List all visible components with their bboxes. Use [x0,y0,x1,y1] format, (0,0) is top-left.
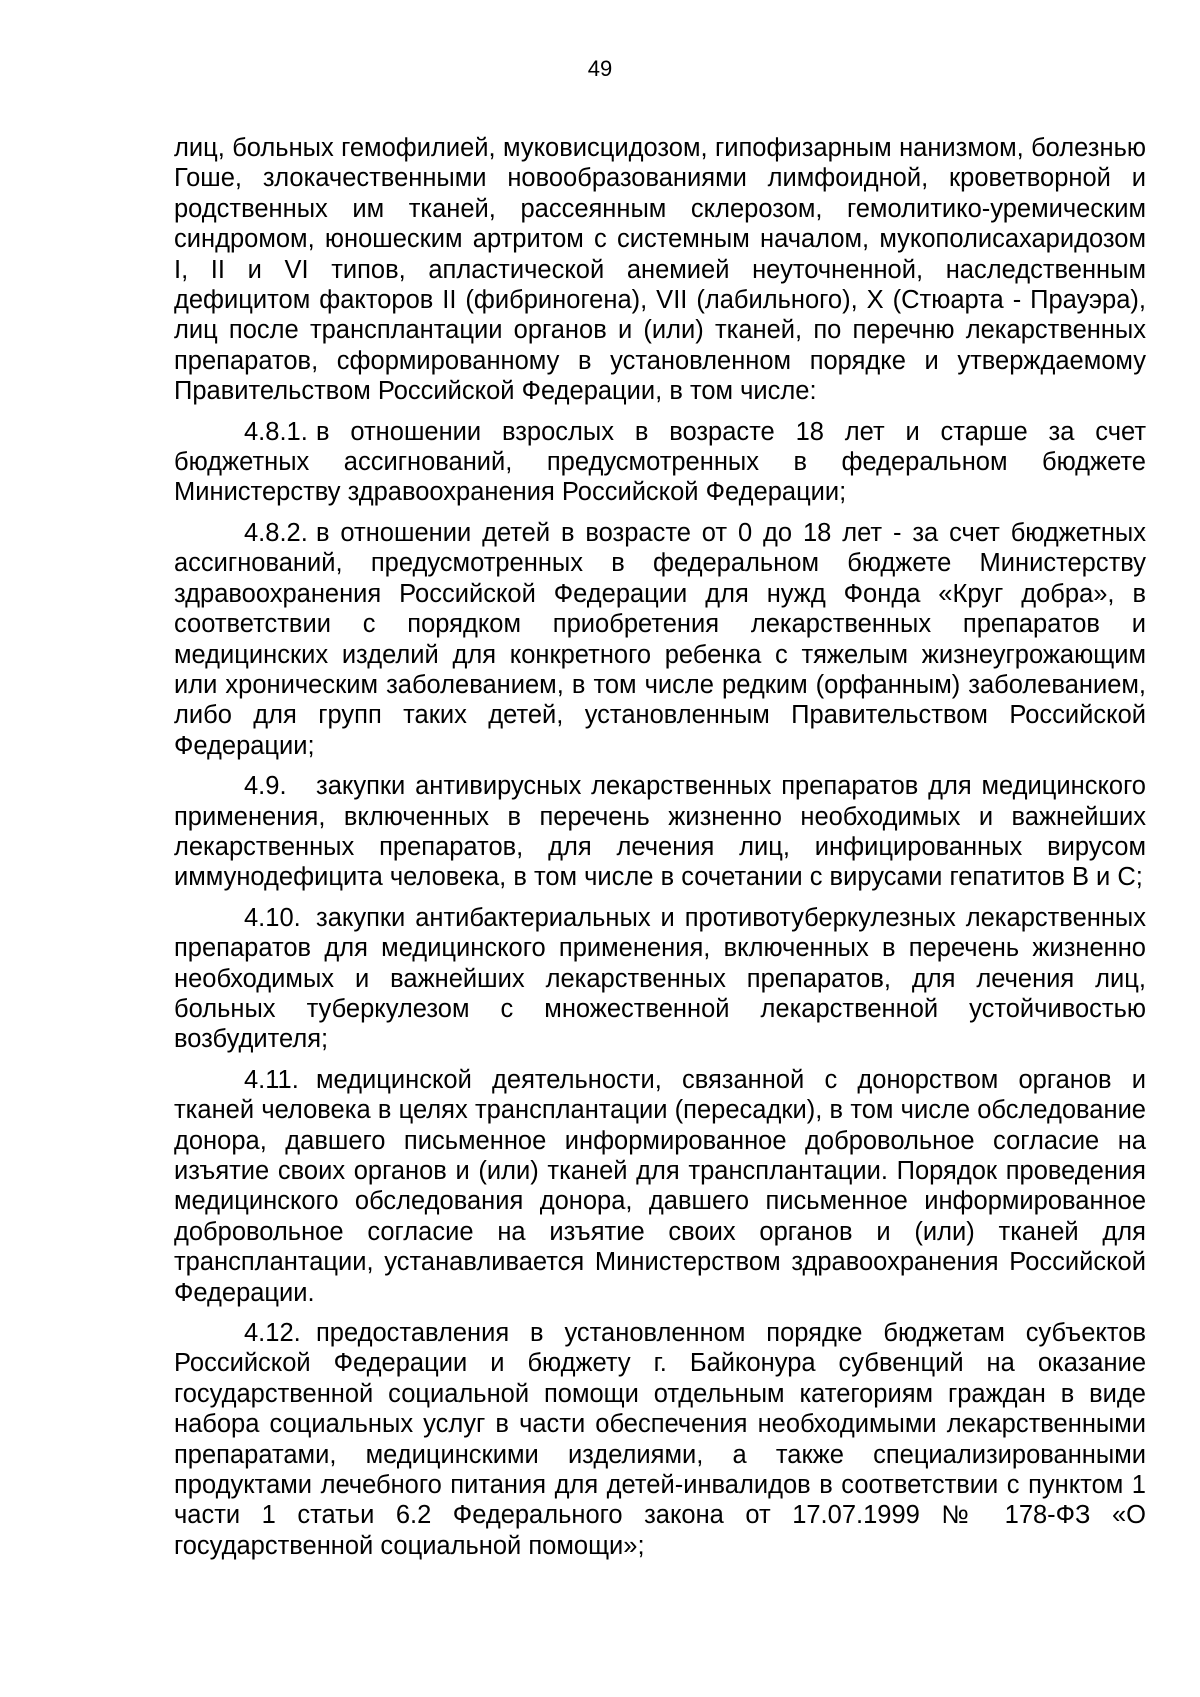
clause-number: 4.9. [244,772,287,801]
paragraph-text: медицинской деятельности, связанной с донорством органов и тканей человека в целях трансплантации (пересадки), в том числе обследование донора, давшего письменное информированное добровольное согласие на изъятие своих органов и (или) тканей для трансплантации. Порядок проведения медицинского обследования донора, давшего письменное информированное добровольное согласие на изъятие своих органов и (или) тканей для трансплантации, устанавливается Министерством здравоохранения Российской Федерации. [174,1065,1146,1307]
paragraph-text: в отношении детей в возрасте от 0 до 18 лет - за счет бюджетных ассигнований, предусмотренных в федеральном бюджете Министерству здравоохранения Российской Федерации для нужд Фонда «Круг добра», в соответствии с порядком приобретения лекарственных препаратов и медицинских изделий для конкретного ребенка с тяжелым жизнеугрожающим или хроническим заболеванием, в том числе редким (орфанным) заболеванием, либо для групп таких детей, установленным Правительством Российской Федерации; [174,518,1146,760]
paragraph-4-8-2 [174,518,1146,761]
clause-number: 4.8.2. [244,518,308,547]
paragraph-text: закупки антивирусных лекарственных препаратов для медицинского применения, включенных в перечень жизненно необходимых и важнейших лекарственных препаратов, для лечения лиц, инфицированных вирусом иммунодефицита человека, в том числе в сочетании с вирусами гепатитов B и C; [174,772,1146,892]
paragraph-4-11 [174,1065,1146,1308]
clause-number: 4.10. [244,903,301,932]
paragraph-text: в отношении взрослых в возрасте 18 лет и старше за счет бюджетных ассигнований, предусмотренных в федеральном бюджете Министерству здравоохранения Российской Федерации; [174,417,1146,507]
paragraph-text: закупки антибактериальных и противотуберкулезных лекарственных препаратов для медицинского применения, включенных в перечень жизненно необходимых и важнейших лекарственных препаратов, для лечения лиц, больных туберкулезом с множественной лекарственной устойчивостью возбудителя; [174,903,1146,1054]
paragraph-4-9 [174,771,1146,893]
paragraph-intro [174,133,1146,407]
clause-number: 4.12. [244,1319,301,1348]
paragraph-text: предоставления в установленном порядке бюджетам субъектов Российской Федерации и бюджету г. Байконура субвенций на оказание государственной социальной помощи отдельным категориям граждан в виде набора социальных услуг в части обеспечения необходимыми лекарственными препаратами, медицинскими изделиями, а также специализированными продуктами лечебного питания для детей-инвалидов в соответствии с пунктом 1 части 1 статьи 6.2 Федерального закона от 17.07.1999 № 178-ФЗ «О государственной социальной помощи»; [174,1319,1146,1560]
paragraph-4-10 [174,903,1146,1055]
paragraph-text: лиц, больных гемофилией, муковисцидозом, гипофизарным нанизмом, болезнью Гоше, злокачественными новообразованиями лимфоидной, кроветворной и родственных им тканей, рассеянным склерозом, гемолитико-уремическим синдромом, юношеским артритом с системным началом, мукополисахаридозом I, II и VI типов, апластической анемией неуточненной, наследственным дефицитом факторов II (фибриногена), VII (лабильного), X (Стюарта - Прауэра), лиц после трансплантации органов и (или) тканей, по перечню лекарственных препаратов, сформированному в установленном порядке и утверждаемому Правительством Российской Федерации, в том числе: [174,134,1146,406]
clause-number: 4.11. [244,1065,299,1094]
document-body [174,133,1146,1571]
paragraph-4-12 [174,1318,1146,1561]
clause-number: 4.8.1. [244,417,308,446]
page-number: 49 [587,56,613,81]
paragraph-4-8-1 [174,417,1146,508]
